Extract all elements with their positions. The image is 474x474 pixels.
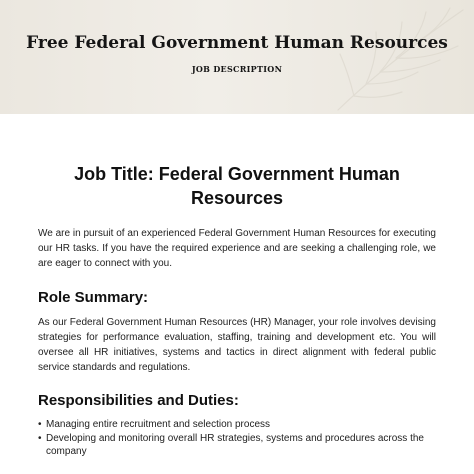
document-body bbox=[38, 162, 436, 459]
role-summary-heading: Role Summary: bbox=[38, 288, 149, 306]
document-subtitle: JOB DESCRIPTION bbox=[191, 64, 283, 74]
document-header bbox=[0, 0, 474, 114]
responsibilities-list bbox=[38, 418, 436, 459]
role-summary-paragraph: As our Federal Government Human Resources (HR) Manager, your role involves devising strategies for performance evaluation, staffing, training and development etc. You will oversee all HR initiatives, systems and tactics in direct alignment with federal public service standards and regulations. bbox=[38, 316, 436, 374]
list-item: • Managing entire recruitment and selection process bbox=[38, 418, 436, 432]
palm-leaf-decoration-icon bbox=[318, 2, 468, 112]
responsibilities-heading: Responsibilities and Duties: bbox=[38, 392, 239, 410]
document-main-title: Free Federal Government Human Resources bbox=[26, 33, 448, 53]
intro-paragraph: We are in pursuit of an experienced Federal Government Human Resources for executing our HR tasks. If you have the required experience and are seeking a challenging role, we are eager to connect with you. bbox=[38, 228, 436, 270]
job-title-heading: Job Title: Federal Government Human Resources bbox=[74, 164, 400, 208]
list-item: • Developing and monitoring overall HR strategies, systems and procedures across the company bbox=[38, 432, 436, 459]
